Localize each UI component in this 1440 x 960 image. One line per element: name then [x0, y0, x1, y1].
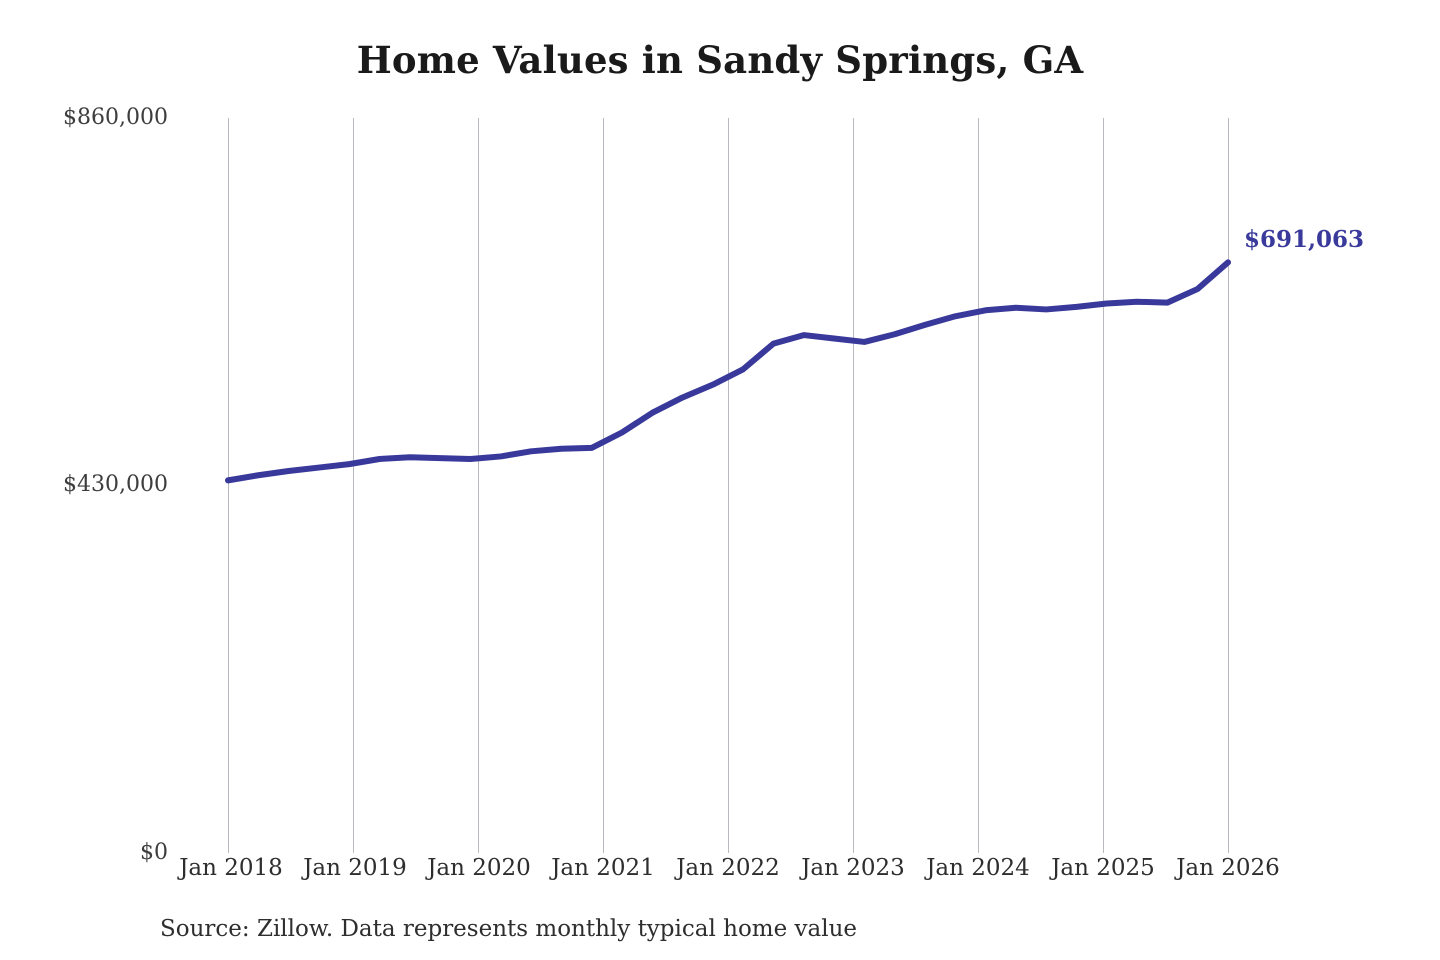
series-line-typical-home-value [228, 118, 1228, 853]
chart-title: Home Values in Sandy Springs, GA [356, 38, 1084, 82]
gridline-jan-2026 [1228, 118, 1229, 853]
y-axis-label-860000: $860,000 [63, 105, 168, 130]
plot-area [228, 118, 1365, 853]
x-axis-label-jan-2018: Jan 2018 [179, 855, 283, 881]
x-axis-label-jan-2021: Jan 2021 [551, 855, 655, 881]
x-axis-label-jan-2019: Jan 2019 [303, 855, 407, 881]
x-axis-label-jan-2024: Jan 2024 [926, 855, 1030, 881]
x-axis-label-jan-2022: Jan 2022 [676, 855, 780, 881]
x-axis-label-jan-2026: Jan 2026 [1176, 855, 1280, 881]
y-axis-label-430000: $430,000 [63, 472, 168, 497]
x-axis-label-jan-2020: Jan 2020 [427, 855, 531, 881]
endpoint-value-label: $691,063 [1244, 226, 1365, 253]
x-axis-label-jan-2025: Jan 2025 [1051, 855, 1155, 881]
source-note: Source: Zillow. Data represents monthly typical home value [160, 916, 858, 942]
x-axis-label-jan-2023: Jan 2023 [801, 855, 905, 881]
y-axis-label-0: $0 [140, 840, 168, 865]
